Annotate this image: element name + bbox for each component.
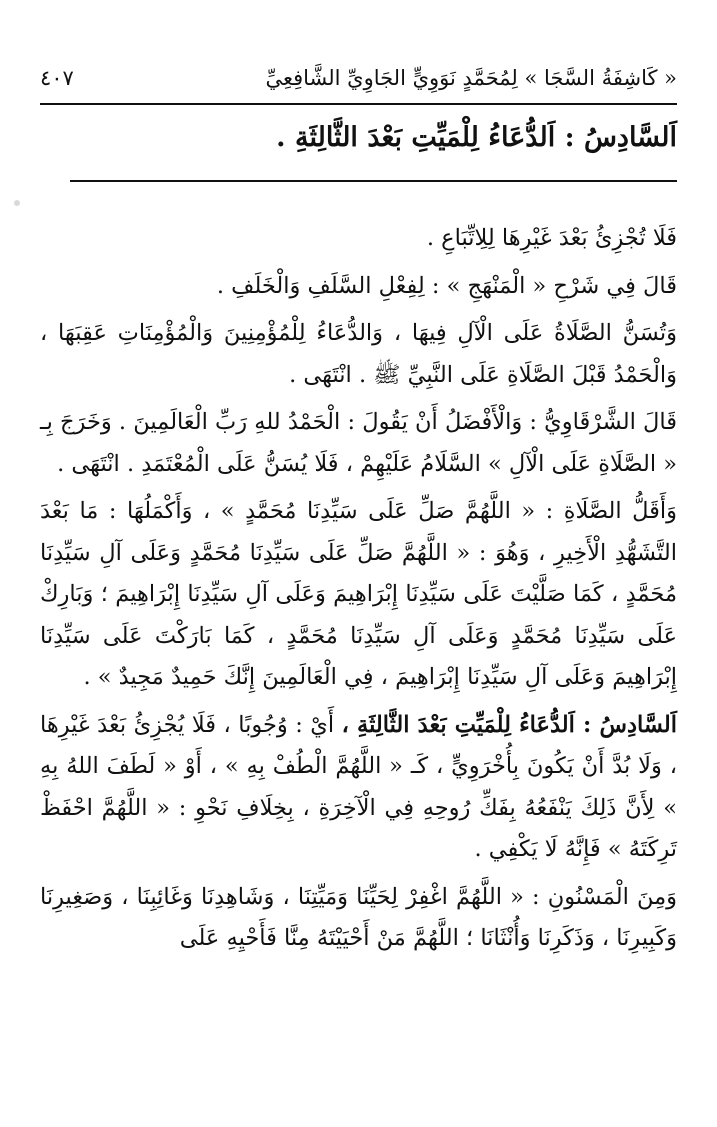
paragraph: وَمِنَ الْمَسْنُونِ : « اللَّهُمَّ اغْفِرْ لِحَيِّنَا وَمَيِّتِنَا ، وَشَاهِدِنَا وَغَائِبِنَا ، وَصَغِيرِنَا وَكَبِيرِنَا ، وَذَكَرِنَا وَأُنْثَانَا ؛ اللَّهُمَّ مَنْ أَحْيَيْتَهُ مِنَّا فَأَحْيِهِ عَلَى: [40, 883, 677, 951]
paragraph: وَتُسَنُّ الصَّلَاةُ عَلَى الْآلِ فِيهَا ، وَالدُّعَاءُ لِلْمُؤْمِنِينَ وَالْمُؤْمِنَاتِ عَقِبَهَا ، وَالْحَمْدُ قَبْلَ الصَّلَاةِ عَلَى النَّبِيِّ ﷺ . انْتَهَى .: [40, 320, 677, 388]
paragraph: فَلَا تُجْزِئُ بَعْدَ غَيْرِهَا لِلِاتِّبَاعِ .: [426, 225, 677, 251]
running-title: « كَاشِفَةُ السَّجَا » لِمُحَمَّدٍ نَوَوِيٍّ الجَاوِيِّ الشَّافِعِيِّ: [265, 66, 677, 90]
page-number: ٤٠٧: [40, 66, 74, 90]
margin-dot: [14, 200, 20, 206]
paragraph-rest: أَيْ : وُجُوبًا ، فَلَا يُجْزِئُ بَعْدَ غَيْرِهَا ، وَلَا بُدَّ أَنْ يَكُونَ بِأُخْرَوِيٍّ ، كَـ « اللَّهُمَّ الْطُفْ بِهِ » ، أَوْ « لَطَفَ اللهُ بِهِ » لِأَنَّ ذَلِكَ يَنْفَعُهُ بِفَكِّ رُوحِهِ فِي الْآخِرَةِ ، بِخِلَافِ نَحْوِ : « اللَّهُمَّ احْفَظْ تَرِكَتَهُ » فَإِنَّهُ لَا يَكْفِي .: [40, 711, 677, 862]
paragraph: [40, 705, 677, 871]
page-header: [40, 58, 677, 98]
paragraph: قَالَ فِي شَرْحِ « الْمَنْهَجِ » : لِفِعْلِ السَّلَفِ وَالْخَلَفِ .: [216, 272, 677, 299]
body-text: [40, 218, 677, 966]
heading-divider: [70, 180, 677, 182]
paragraph-lead: اَلسَّادِسُ : اَلدُّعَاءُ لِلْمَيِّتِ بَعْدَ الثَّالِثَةِ ،: [341, 711, 677, 738]
paragraph: وَأَقَلُّ الصَّلَاةِ : « اللَّهُمَّ صَلِّ عَلَى سَيِّدِنَا مُحَمَّدٍ » ، وَأَكْمَلُهَا : مَا بَعْدَ التَّشَهُّدِ الْأَخِيرِ ، وَهُوَ : « اللَّهُمَّ صَلِّ عَلَى سَيِّدِنَا مُحَمَّدٍ وَعَلَى آلِ سَيِّدِنَا مُحَمَّدٍ ، كَمَا صَلَّيْتَ عَلَى سَيِّدِنَا إِبْرَاهِيمَ وَعَلَى آلِ سَيِّدِنَا إِبْرَاهِيمَ ؛ وَبَارِكْ عَلَى سَيِّدِنَا مُحَمَّدٍ وَعَلَى آلِ سَيِّدِنَا مُحَمَّدٍ ، كَمَا بَارَكْتَ عَلَى سَيِّدِنَا إِبْرَاهِيمَ وَعَلَى آلِ سَيِّدِنَا إِبْرَاهِيمَ ، فِي الْعَالَمِينَ إِنَّكَ حَمِيدٌ مَجِيدٌ » .: [40, 498, 677, 690]
paragraph: قَالَ الشَّرْقَاوِيُّ : وَالْأَفْضَلُ أَنْ يَقُولَ : الْحَمْدُ للهِ رَبِّ الْعَالَمِينَ . وَخَرَجَ بِـ « الصَّلَاةِ عَلَى الْآلِ » السَّلَامُ عَلَيْهِمْ ، فَلَا يُسَنُّ عَلَى الْمُعْتَمَدِ . انْتَهَى .: [40, 409, 677, 477]
header-divider: [40, 103, 677, 105]
section-heading: اَلسَّادِسُ : اَلدُّعَاءُ لِلْمَيِّتِ بَعْدَ الثَّالِثَةِ .: [276, 122, 677, 153]
